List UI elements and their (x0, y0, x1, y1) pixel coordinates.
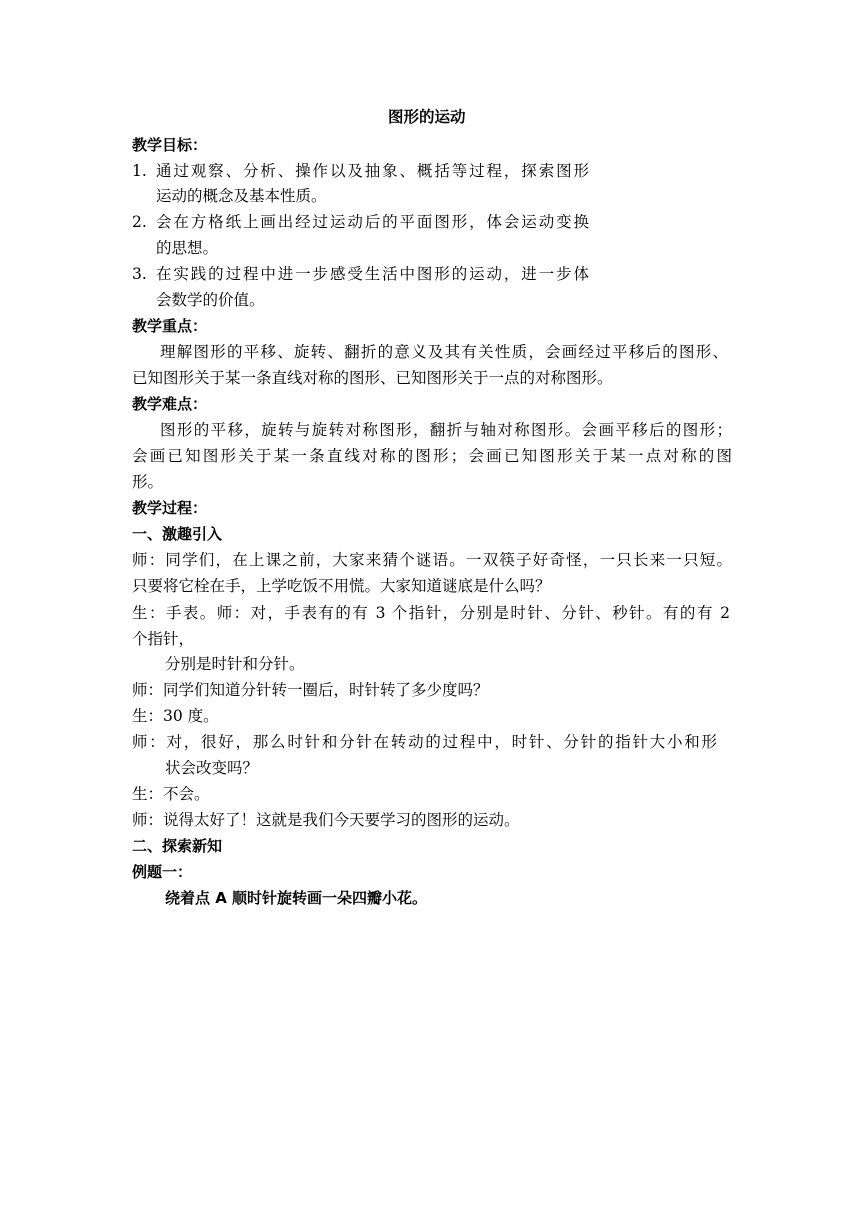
example-heading: 例题一： (132, 863, 193, 881)
goal-text: 在实践的过程中进一步感受生活中图形的运动，进一步体 (156, 265, 589, 283)
section-heading: 一、激趣引入 (132, 525, 223, 543)
example-text: 绕着点 A 顺时针旋转画一朵四瓣小花。 (165, 889, 428, 907)
dialogue-line: 个指针， (132, 630, 195, 648)
dialogue-line: 分别是时针和分针。 (165, 655, 305, 673)
process-heading: 教学过程： (132, 499, 208, 517)
difficulties-text: 会画已知图形关于某一条直线对称的图形；会画已知图形关于某一点对称的图 (132, 447, 732, 465)
page-title: 图形的运动 (388, 108, 466, 126)
goal-text: 会在方格纸上画出经过运动后的平面图形，体会运动变换 (156, 213, 589, 231)
dialogue-line: 生：不会。 (132, 785, 210, 803)
section-heading: 二、探索新知 (132, 837, 223, 855)
goal-number: 2. (132, 213, 147, 231)
goal-text: 通过观察、分析、操作以及抽象、概括等过程，探索图形 (156, 162, 589, 180)
dialogue-line: 师：同学们知道分针转一圈后，时针转了多少度吗？ (132, 681, 489, 699)
goal-text: 会数学的价值。 (156, 291, 265, 309)
dialogue-line: 生：30 度。 (132, 707, 219, 725)
dialogue-line: 状会改变吗？ (165, 759, 259, 777)
difficulties-text: 形。 (132, 473, 164, 491)
dialogue-line: 师：同学们，在上课之前，大家来猜个谜语。一双筷子好奇怪，一只长来一只短。 (132, 551, 732, 569)
goal-text: 的思想。 (156, 239, 219, 257)
key-points-text: 已知图形关于某一条直线对称的图形、已知图形关于一点的对称图形。 (132, 369, 613, 387)
difficulties-heading: 教学难点： (132, 395, 208, 413)
difficulties-text: 图形的平移，旋转与旋转对称图形，翻折与轴对称图形。会画平移后的图形； (160, 421, 732, 439)
goal-number: 3. (132, 265, 147, 283)
goal-text: 运动的概念及基本性质。 (156, 187, 327, 205)
goals-heading: 教学目标： (132, 136, 208, 154)
dialogue-line: 师：说得太好了！这就是我们今天要学习的图形的运动。 (132, 811, 520, 829)
dialogue-line: 生：手表。师：对，手表有的有 3 个指针，分别是时针、分针、秒针。有的有 2 (132, 604, 730, 622)
goal-number: 1. (132, 162, 147, 180)
dialogue-line: 师：对，很好，那么时针和分针在转动的过程中，时针、分针的指针大小和形 (132, 733, 717, 751)
key-points-text: 理解图形的平移、旋转、翻折的意义及其有关性质，会画经过平移后的图形、 (160, 343, 728, 361)
key-points-heading: 教学重点： (132, 317, 208, 335)
dialogue-line: 只要将它栓在手，上学吃饭不用慌。大家知道谜底是什么吗？ (132, 577, 551, 595)
